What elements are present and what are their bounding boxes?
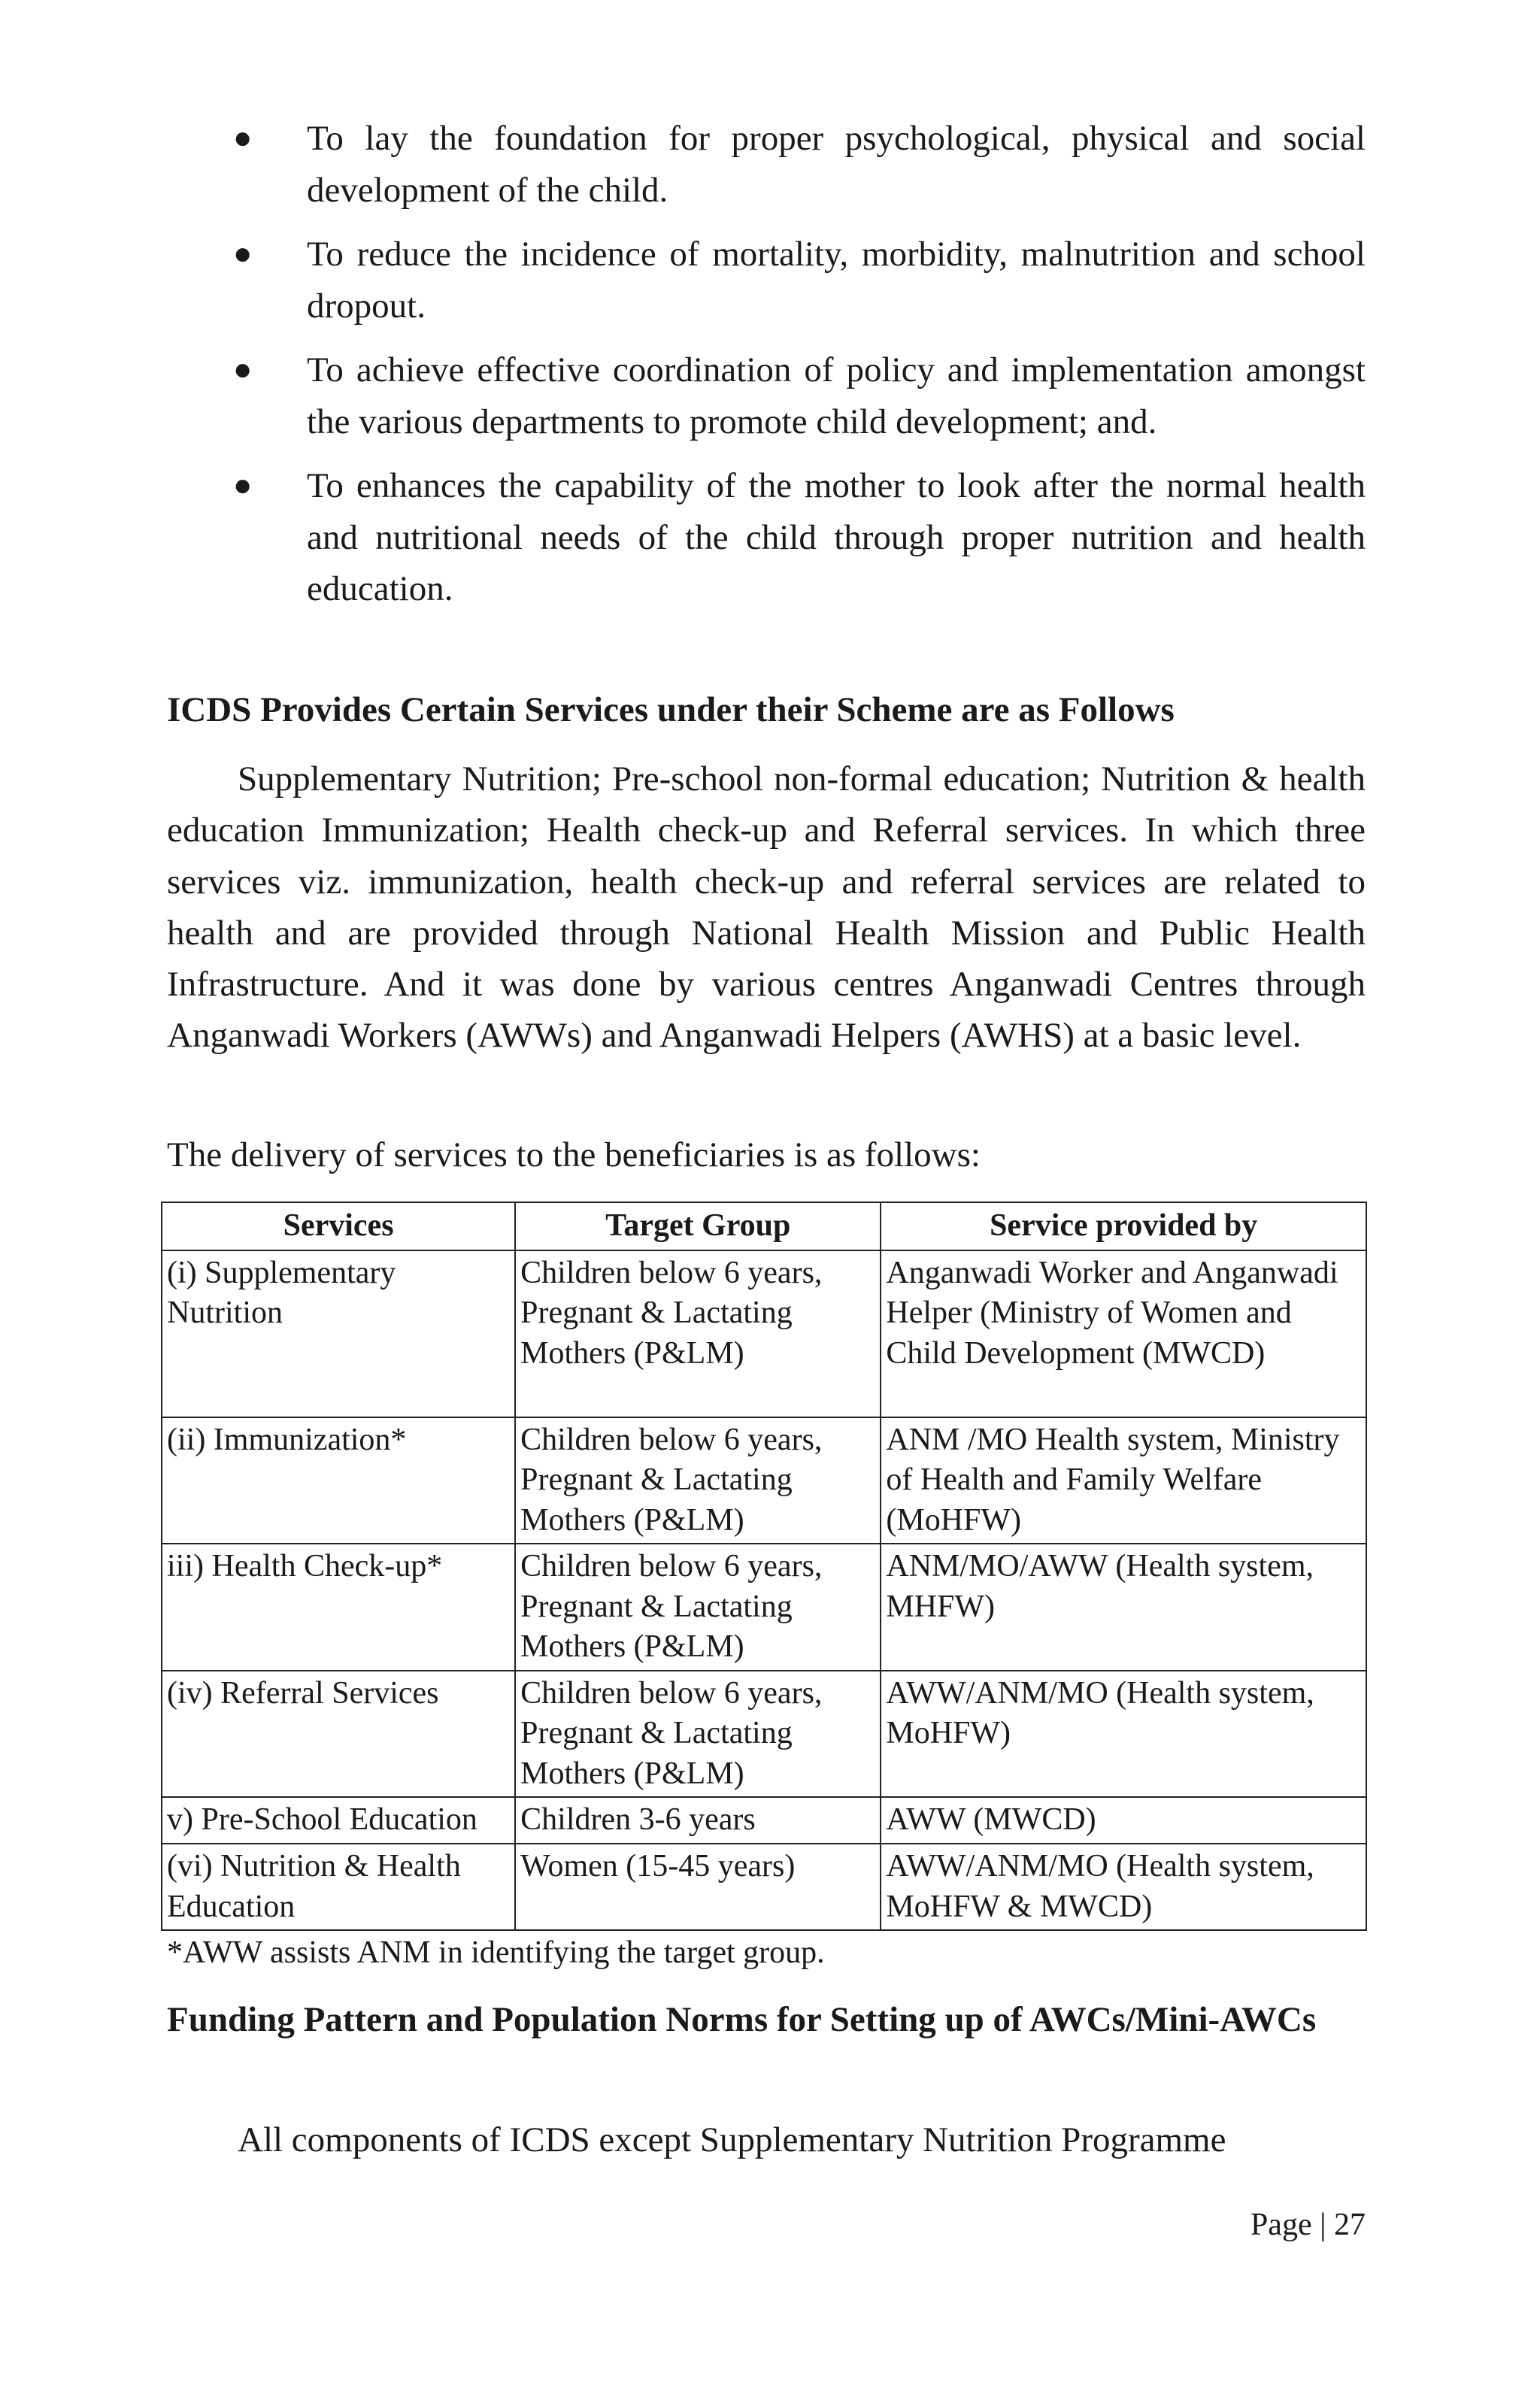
bullet-icon: ●	[233, 468, 253, 503]
table-cell: ANM/MO/AWW (Health system, MHFW)	[881, 1544, 1366, 1671]
list-item: ● To enhances the capability of the mother to look after the normal health and nutritional needs of the child through proper nutrition and health education.	[167, 460, 1366, 615]
table-row	[162, 1250, 1366, 1417]
section-heading-funding: Funding Pattern and Population Norms for Setting up of AWCs/Mini-AWCs	[167, 2000, 1317, 2039]
services-paragraph: Supplementary Nutrition; Pre-school non-formal education; Nutrition & health education Immunization; Health check-up and Referral services. In which three services viz. immunization, health check-up and referral services are related to health and are provided through National Health Mission and Public Health Infrastructure. And it was done by various centres Anganwadi Centres through Anganwadi Workers (AWWs) and Anganwadi Helpers (AWHS) at a basic level.	[167, 759, 1366, 1056]
table-row	[162, 1671, 1366, 1798]
section-heading-services: ICDS Provides Certain Services under their Scheme are as Follows	[167, 690, 1175, 729]
bullet-icon: ●	[233, 237, 253, 271]
bullet-icon: ●	[233, 121, 253, 156]
column-header-provided-by: Service provided by	[881, 1202, 1366, 1250]
table-cell: Children 3-6 years	[515, 1797, 881, 1844]
table-row	[162, 1544, 1366, 1671]
services-table	[161, 1202, 1367, 1931]
column-header-services: Services	[162, 1202, 515, 1250]
funding-paragraph: All components of ICDS except Supplementary Nutrition Programme	[238, 2120, 1226, 2159]
table-footnote: *AWW assists ANM in identifying the target group.	[167, 1935, 825, 1970]
table-cell: AWW/ANM/MO (Health system, MoHFW & MWCD)	[881, 1844, 1366, 1930]
column-header-target-group: Target Group	[515, 1202, 881, 1250]
table-cell: (iv) Referral Services	[162, 1671, 515, 1798]
table-cell: Women (15-45 years)	[515, 1844, 881, 1930]
table-cell: Children below 6 years, Pregnant & Lactating Mothers (P&LM)	[515, 1417, 881, 1544]
table-cell: AWW/ANM/MO (Health system, MoHFW)	[881, 1671, 1366, 1798]
table-cell: AWW (MWCD)	[881, 1797, 1366, 1844]
table-cell: Children below 6 years, Pregnant & Lactating Mothers (P&LM)	[515, 1250, 881, 1417]
table-cell: Anganwadi Worker and Anganwadi Helper (Ministry of Women and Child Development (MWCD)	[881, 1250, 1366, 1417]
table-row	[162, 1417, 1366, 1544]
delivery-intro: The delivery of services to the beneficiaries is as follows:	[167, 1135, 981, 1174]
table-cell: (i) Supplementary Nutrition	[162, 1250, 515, 1417]
page-number: Page | 27	[1250, 2208, 1366, 2242]
table-cell: Children below 6 years, Pregnant & Lactating Mothers (P&LM)	[515, 1544, 881, 1671]
table-row	[162, 1844, 1366, 1930]
objectives-list	[167, 113, 1366, 628]
list-item: ● To achieve effective coordination of policy and implementation amongst the various departments to promote child development; and.	[167, 344, 1366, 447]
table-header-row	[162, 1202, 1366, 1250]
table-cell: v) Pre-School Education	[162, 1797, 515, 1844]
table-row	[162, 1797, 1366, 1844]
table-cell: iii) Health Check-up*	[162, 1544, 515, 1671]
table-cell: (ii) Immunization*	[162, 1417, 515, 1544]
list-item: ● To lay the foundation for proper psychological, physical and social development of the child.	[167, 113, 1366, 216]
table-cell: Children below 6 years, Pregnant & Lactating Mothers (P&LM)	[515, 1671, 881, 1798]
bullet-icon: ●	[233, 353, 253, 387]
table-cell: ANM /MO Health system, Ministry of Health and Family Welfare (MoHFW)	[881, 1417, 1366, 1544]
table-cell: (vi) Nutrition & Health Education	[162, 1844, 515, 1930]
list-item: ● To reduce the incidence of mortality, morbidity, malnutrition and school dropout.	[167, 229, 1366, 332]
